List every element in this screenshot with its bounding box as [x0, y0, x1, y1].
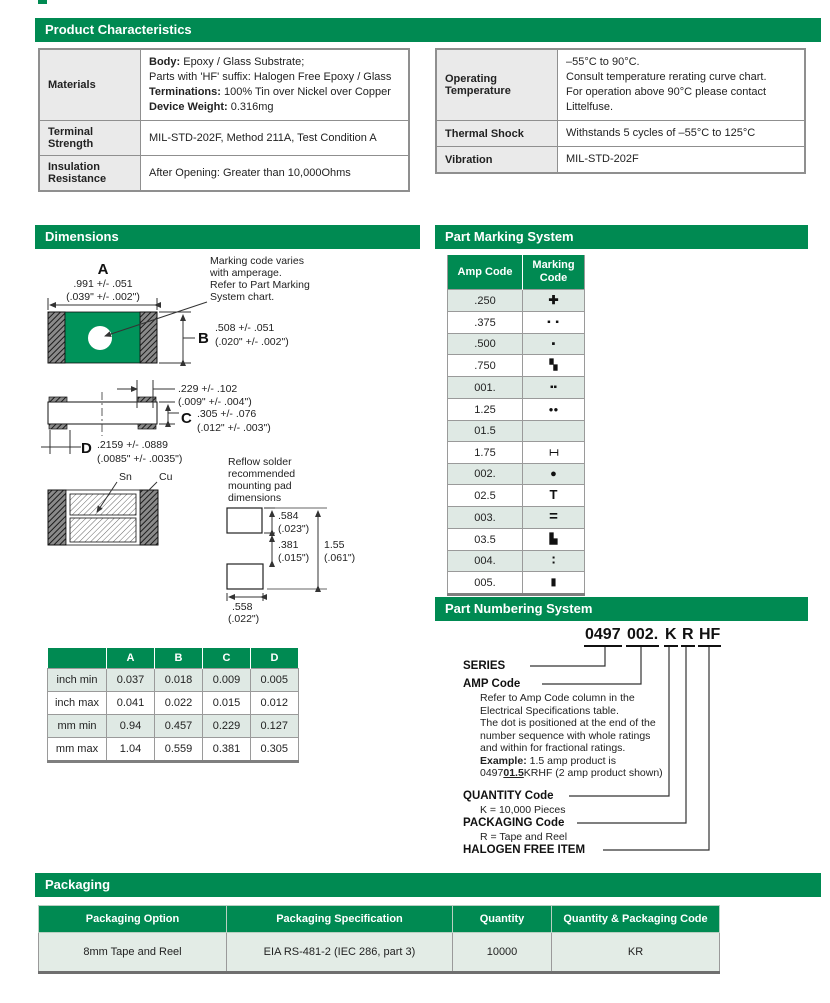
- table-row: [448, 312, 585, 334]
- part-numbering-diagram: [435, 620, 820, 880]
- dim-gap-value: .229 +/- .102: [178, 383, 238, 395]
- dim-c-value: .305 +/- .076: [197, 408, 257, 420]
- terminal-strength-label: Terminal Strength: [39, 121, 141, 156]
- cell: 0.381: [203, 738, 251, 762]
- insulation-resistance-label: Insulation Resistance: [39, 156, 141, 192]
- table-row: [48, 692, 299, 715]
- dim-col-d: D: [251, 648, 299, 669]
- dim-d-value: .2159 +/- .0889: [97, 439, 168, 451]
- reflow-note-line2: recommended: [228, 468, 296, 480]
- quantity-code-note: K = 10,000 Pieces: [480, 804, 566, 816]
- page-edge-mark: [38, 0, 47, 4]
- example-key: Example:: [480, 754, 527, 767]
- quantity-packaging-code-value: KR: [552, 933, 720, 973]
- optemp-line-4: Littelfuse.: [566, 101, 614, 113]
- marking-symbol: [550, 485, 558, 506]
- part-number-halogenfree: HF: [698, 626, 721, 647]
- dim-col-b: B: [155, 648, 203, 669]
- part-number-packaging: R: [681, 626, 695, 647]
- pad-dim-381: .381: [278, 539, 299, 551]
- table-row: [448, 334, 585, 355]
- amp-code: 001.: [448, 377, 523, 399]
- dim-c-letter: C: [181, 410, 192, 427]
- example-text: 1.5 amp product is: [526, 754, 616, 767]
- insulation-resistance-row: [39, 156, 409, 192]
- mounting-pads: [227, 508, 263, 589]
- row-label: inch min: [48, 669, 107, 692]
- dim-d-inches: (.0085" +/- .0035"): [97, 453, 183, 465]
- pad-dim-584: .584: [278, 510, 299, 522]
- vibration-row: [436, 147, 805, 174]
- materials-body-key: Body:: [149, 56, 181, 68]
- amp-note-line5: and within for fractional ratings.: [480, 742, 626, 754]
- marking-symbol: [551, 572, 557, 593]
- cell: 0.005: [251, 669, 299, 692]
- marking-symbol: [552, 334, 556, 354]
- amp-code: 02.5: [448, 485, 523, 507]
- vibration-label: Vibration: [436, 147, 558, 174]
- amp-code: 1.75: [448, 442, 523, 464]
- marking-symbol: [550, 464, 557, 484]
- dim-b-inches: (.020" +/- .002"): [215, 336, 289, 348]
- halogen-free-label: HALOGEN FREE ITEM: [463, 844, 586, 856]
- amp-code: 005.: [448, 572, 523, 595]
- sn-label: Sn: [119, 471, 132, 483]
- product-characteristics-table-left: [38, 48, 410, 192]
- marking-symbol: [550, 377, 557, 398]
- section-header-dimensions: [35, 225, 420, 249]
- packaging-code-label: PACKAGING Code: [463, 817, 565, 829]
- fuse-cross-section: [48, 490, 158, 545]
- amp-code: 002.: [448, 464, 523, 485]
- materials-body-val: Epoxy / Glass Substrate;: [180, 56, 305, 68]
- table-row: [448, 572, 585, 595]
- quantity-value: 10000: [453, 933, 552, 973]
- amp-code: .375: [448, 312, 523, 334]
- cell: 0.127: [251, 715, 299, 738]
- marking-code-header: Marking Code: [523, 255, 585, 290]
- dim-gap-inches: (.009" +/- .004"): [178, 396, 252, 408]
- optemp-line-1: –55°C to 90°C.: [566, 56, 640, 68]
- cell: 0.457: [155, 715, 203, 738]
- row-label: mm max: [48, 738, 107, 762]
- table-row: [448, 507, 585, 529]
- cell: 0.009: [203, 669, 251, 692]
- cell: 0.015: [203, 692, 251, 715]
- materials-label: Materials: [39, 49, 141, 121]
- product-characteristics-table-right: [435, 48, 806, 174]
- amp-code: 003.: [448, 507, 523, 529]
- table-row: [448, 290, 585, 312]
- example-suffix: KRHF (2 amp product shown): [523, 767, 663, 779]
- dim-col-c: C: [203, 648, 251, 669]
- dim-col-blank: [48, 648, 107, 669]
- packaging-table: [38, 905, 720, 974]
- dim-a-value: .991 +/- .051: [73, 278, 133, 290]
- cell: 0.305: [251, 738, 299, 762]
- amp-note-line4: number sequence with whole ratings: [480, 729, 651, 742]
- amp-code: .500: [448, 334, 523, 355]
- thermal-shock-row: [436, 121, 805, 147]
- section-header-packaging: [35, 873, 821, 897]
- insulation-resistance-value: After Opening: Greater than 10,000Ohms: [141, 156, 410, 192]
- dim-b-letter: B: [198, 330, 209, 347]
- quantity-header: Quantity: [453, 906, 552, 933]
- cell: 1.04: [107, 738, 155, 762]
- amp-code: .250: [448, 290, 523, 312]
- table-row: [448, 442, 585, 464]
- amp-note-line1: Refer to Amp Code column in the: [480, 692, 635, 704]
- pad-dim-015: (.015"): [278, 552, 310, 564]
- example-prefix: 0497: [480, 767, 504, 779]
- materials-line-3: [149, 85, 400, 100]
- row-label: inch max: [48, 692, 107, 715]
- pad-dim-155: 1.55: [324, 539, 345, 551]
- section-header-product-characteristics: [35, 18, 821, 42]
- fuse-top-view: [48, 312, 157, 363]
- table-row: [448, 355, 585, 377]
- materials-terminations-key: Terminations:: [149, 86, 221, 98]
- dim-col-a: A: [107, 648, 155, 669]
- materials-terminations-val: 100% Tin over Nickel over Copper: [220, 86, 391, 98]
- dim-b-value: .508 +/- .051: [215, 322, 275, 334]
- reflow-note-line4: dimensions: [228, 492, 282, 504]
- terminal-strength-row: [39, 121, 409, 156]
- materials-line-4: [149, 100, 400, 115]
- packaging-spec-value: EIA RS-481-2 (IEC 286, part 3): [227, 933, 453, 973]
- example-line1: [480, 755, 720, 768]
- marking-symbol: [550, 529, 558, 550]
- pad-dim-558: .558: [232, 601, 253, 613]
- amp-note-line2: Electrical Specifications table.: [480, 704, 619, 717]
- amp-code-header: Amp Code: [448, 255, 523, 290]
- materials-weight-val: 0.316mg: [227, 101, 274, 113]
- packaging-option-value: 8mm Tape and Reel: [39, 933, 227, 973]
- thermal-shock-label: Thermal Shock: [436, 121, 558, 147]
- pad-dim-061: (.061"): [324, 552, 356, 564]
- fuse-side-view: [48, 392, 157, 436]
- row-label: mm min: [48, 715, 107, 738]
- operating-temperature-label: Operating Temperature: [436, 49, 558, 121]
- part-number-amp: 002.: [626, 626, 659, 647]
- example-amp-code: 01.5: [503, 767, 524, 779]
- part-marking-table: [447, 255, 585, 596]
- series-label: SERIES: [463, 660, 506, 672]
- marking-note-line4: System chart.: [210, 291, 275, 303]
- section-title: Part Marking System: [445, 229, 574, 244]
- section-title: Dimensions: [45, 229, 119, 244]
- terminal-strength-value: MIL-STD-202F, Method 211A, Test Condition A: [141, 121, 410, 156]
- pad-dim-023: (.023"): [278, 523, 310, 535]
- dim-a-inches: (.039" +/- .002"): [66, 291, 140, 303]
- materials-weight-key: Device Weight:: [149, 101, 228, 113]
- dimensions-figure: [35, 252, 425, 624]
- table-row: [39, 933, 720, 973]
- section-title: Packaging: [45, 877, 111, 892]
- reflow-note-line1: Reflow solder: [228, 456, 292, 468]
- dim-c-inches: (.012" +/- .003"): [197, 422, 271, 434]
- amp-code: .750: [448, 355, 523, 377]
- section-title: Product Characteristics: [45, 22, 192, 37]
- table-row: [448, 485, 585, 507]
- section-title: Part Numbering System: [445, 601, 593, 616]
- optemp-line-2: Consult temperature rerating curve chart.: [566, 71, 767, 83]
- amp-code-label: AMP Code: [463, 678, 521, 690]
- part-number-quantity: K: [664, 626, 678, 647]
- marking-note-line2: with amperage.: [210, 267, 282, 279]
- amp-note-line3: The dot is positioned at the end of the: [480, 717, 656, 729]
- packaging-spec-header: Packaging Specification: [227, 906, 453, 933]
- example-line2: [480, 767, 720, 780]
- cell: 0.037: [107, 669, 155, 692]
- table-row: [448, 399, 585, 421]
- table-row: [448, 529, 585, 551]
- cell: 0.018: [155, 669, 203, 692]
- pad-dim-022: (.022"): [228, 613, 260, 624]
- vibration-value: MIL-STD-202F: [558, 147, 806, 174]
- amp-code: 03.5: [448, 529, 523, 551]
- marking-symbol: [550, 355, 558, 376]
- marking-symbol: [547, 312, 560, 333]
- cell: 0.022: [155, 692, 203, 715]
- cell: 0.94: [107, 715, 155, 738]
- amp-code: 1.25: [448, 399, 523, 421]
- marking-note-line1: Marking code varies: [210, 255, 304, 267]
- amp-code-notes: [480, 692, 720, 780]
- cu-label: Cu: [159, 471, 173, 483]
- table-row: [48, 715, 299, 738]
- cell: 0.012: [251, 692, 299, 715]
- materials-line-2: Parts with 'HF' suffix: Halogen Free Epoxy / Glass: [149, 71, 392, 83]
- dim-a-letter: A: [97, 261, 109, 278]
- marking-symbol: [552, 551, 555, 571]
- thermal-shock-value: Withstands 5 cycles of –55°C to 125°C: [558, 121, 806, 147]
- quantity-packaging-code-header: Quantity & Packaging Code: [552, 906, 720, 933]
- part-number-series: 0497: [584, 626, 622, 647]
- amp-code: 004.: [448, 551, 523, 572]
- table-row: [48, 738, 299, 762]
- packaging-option-header: Packaging Option: [39, 906, 227, 933]
- cell: 0.229: [203, 715, 251, 738]
- marking-symbol: [549, 399, 559, 420]
- marking-symbol: [543, 449, 564, 456]
- table-row: [448, 421, 585, 442]
- marking-symbol: [548, 290, 558, 311]
- marking-note-line3: Refer to Part Marking: [210, 279, 310, 291]
- marking-dot: [88, 326, 112, 350]
- packaging-code-note: R = Tape and Reel: [480, 831, 568, 843]
- section-header-part-numbering: [435, 597, 808, 621]
- table-row: [448, 377, 585, 399]
- cell: 0.041: [107, 692, 155, 715]
- table-row: [48, 669, 299, 692]
- operating-temperature-row: [436, 49, 805, 121]
- section-header-part-marking: [435, 225, 808, 249]
- optemp-line-3: For operation above 90°C please contact: [566, 86, 767, 98]
- marking-symbol: [549, 507, 558, 528]
- dimensions-minmax-table: [47, 648, 299, 763]
- reflow-note-line3: mounting pad: [228, 480, 292, 492]
- cell: 0.559: [155, 738, 203, 762]
- quantity-code-label: QUANTITY Code: [463, 790, 554, 802]
- dim-d-letter: D: [81, 440, 92, 457]
- amp-code: 01.5: [448, 421, 523, 442]
- materials-row: [39, 49, 409, 121]
- table-row: [448, 551, 585, 572]
- materials-line-1: [149, 55, 400, 70]
- table-row: [448, 464, 585, 485]
